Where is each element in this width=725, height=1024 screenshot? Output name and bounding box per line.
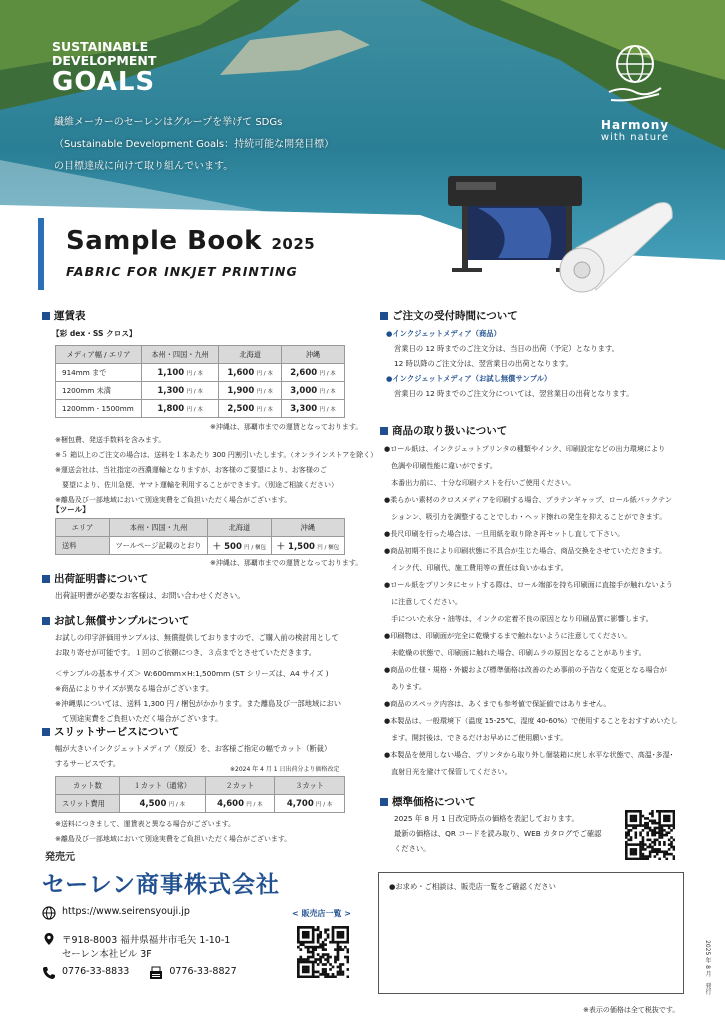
order-line: 営業日の 12 時までのご注文分については、翌営業日の出荷となります。 <box>394 389 634 398</box>
trial-body <box>55 630 341 726</box>
handling-line: 手についた水分・油等は、インクの定着不良の原因となり印刷品質に影響します。 <box>384 614 653 623</box>
shipping-sub-media: 【彩 dex・SS クロス】 <box>52 329 137 338</box>
std-price-line: ください。 <box>394 844 431 853</box>
dealer-contact-box <box>378 872 684 994</box>
harmony-logo <box>590 40 680 143</box>
tool-okinawa-note: ※沖縄は、那覇市までの運賃となっております。 <box>210 559 363 567</box>
handling-line: 色調や印刷性能に違いがでます。 <box>384 461 497 470</box>
handling-body <box>384 440 678 780</box>
handling-line: あります。 <box>384 682 426 691</box>
address-line2: セーレン本社ビル 3F <box>62 949 152 960</box>
price-unit: 円 / 梱包 <box>317 544 340 551</box>
sdg-line1: SUSTAINABLE <box>52 39 149 54</box>
handling-line: ●商品のスペック内容は、あくまでも参考値で保証値ではありません。 <box>384 699 611 708</box>
trial-line: ＜サンプルの基本サイズ＞ W:600mm×H:1,500mm (ST シリーズは、A4 サイズ ) <box>55 669 329 678</box>
sdg-line2: DEVELOPMENT <box>52 53 157 68</box>
heading-text: スリットサービスについて <box>54 726 180 738</box>
note-line: ※梱包費、発送手数料を含みます。 <box>55 436 166 444</box>
price-unit: 円 / 本 <box>319 370 336 377</box>
handling-line: ●ロール紙は、インクジェットプリンタの種類やインク、印刷設定などの出力環境により <box>384 444 666 453</box>
order-item-title: ●インクジェットメディア（商品） <box>386 329 501 338</box>
price-value: 3,000 <box>290 385 318 396</box>
trial-line: ※沖縄県については、送料 1,300 円 / 梱包がかかります。また離島及び一部地域におい <box>55 699 342 708</box>
price-unit: 円 / 本 <box>319 388 336 395</box>
price-cell <box>205 795 275 813</box>
row-label: スリット費用 <box>56 795 120 813</box>
slit-date-note: ※2024 年 4 月 1 日出荷分より価格改定 <box>230 766 340 773</box>
section-square <box>42 575 50 583</box>
shipcert-heading <box>42 571 148 586</box>
std-price-heading <box>380 794 476 809</box>
price-cell <box>120 795 206 813</box>
phone-row <box>42 966 237 980</box>
price-unit: 円 / 本 <box>186 388 203 395</box>
price-value: 4,600 <box>217 798 244 809</box>
handling-line: ●本製品を使用しない場合、プリンタから取り外し個装箱に戻し水平な状態で、高温･多湿･ <box>384 750 674 759</box>
hero-intro <box>54 112 334 178</box>
heading-text: お試し無償サンプルについて <box>54 615 190 627</box>
website-row <box>42 906 190 920</box>
sample-book-title <box>66 226 315 256</box>
price-unit: 円 / 本 <box>256 406 273 413</box>
trial-heading <box>42 613 189 628</box>
handling-line: 直射日光を避けて保管してください。 <box>384 767 512 776</box>
handling-line: に注意してください。 <box>384 597 463 606</box>
price-cell <box>282 382 345 400</box>
order-line: 12 時以降のご注文分は、翌営業日の出荷となります。 <box>394 359 573 368</box>
price-unit: 円 / 本 <box>256 388 273 395</box>
section-square <box>380 427 388 435</box>
dealer-list-qr-code[interactable] <box>297 926 349 978</box>
price-value: 1,800 <box>157 403 185 414</box>
price-value: 3,300 <box>290 403 318 414</box>
table-row <box>56 795 345 813</box>
col-header: エリア <box>56 519 110 537</box>
table-row <box>56 382 345 400</box>
price-cell <box>271 537 344 555</box>
price-unit: 円 / 梱包 <box>244 544 267 551</box>
section-square <box>42 728 50 736</box>
price-cell <box>219 400 282 418</box>
intro-line: の目標達成に向けて取り組んでいます。 <box>54 161 234 172</box>
price-unit: 円 / 本 <box>319 406 336 413</box>
row-label: 914mm まで <box>56 364 142 382</box>
table-row <box>56 364 345 382</box>
sdg-logo <box>52 40 156 96</box>
seller-label: 発売元 <box>45 852 75 863</box>
globe-hand-icon <box>605 40 665 110</box>
col-header: 沖縄 <box>271 519 344 537</box>
order-heading <box>380 308 518 323</box>
table-row <box>56 400 345 418</box>
fabric-roll-image <box>556 198 676 298</box>
tool-cell: ツールページ記載のとおり <box>110 537 208 555</box>
row-label: 1200mm - 1500mm <box>56 400 142 418</box>
note-line: ※５ 箱以上のご注文の場合は、送料を１本あたり 300 円割引いたします。（オンラインストアを除く） <box>55 451 378 459</box>
note-line: 要望により、佐川急便、ヤマト運輸を利用することができます。（別途ご相談ください） <box>55 481 338 489</box>
price-cell <box>282 364 345 382</box>
order-body <box>386 326 633 401</box>
col-header: 本州・四国・九州 <box>142 346 219 364</box>
shipcert-text: 出荷証明書が必要なお客様は、お問い合わせください。 <box>55 591 245 600</box>
price-unit: 円 / 本 <box>168 801 186 808</box>
section-square <box>380 312 388 320</box>
trial-line: お試しの印字評価用サンプルは、無償提供しておりますので、ご購入前の検討用として <box>55 633 339 642</box>
price-value: 4,500 <box>139 798 167 809</box>
handling-line: ます。開封後は、できるだけお早めにご使用願います。 <box>384 733 568 742</box>
col-header: 北海道 <box>208 519 272 537</box>
handling-line: ●商品初期不良により印刷状態に不具合が生じた場合、商品交換をさせていただきます。 <box>384 546 667 555</box>
price-value: ＋ 1,500 <box>276 541 315 552</box>
std-price-line: 2025 年 8 月 1 日改定時点の価格を表記しております。 <box>394 814 579 823</box>
row-label: 1200mm 未満 <box>56 382 142 400</box>
row-label: 送料 <box>56 537 110 555</box>
company-logo: セーレン商事株式会社 <box>42 872 281 898</box>
intro-line: 繊維メーカーのセーレンはグループを挙げて SDGs <box>54 117 283 128</box>
heading-text: 出荷証明書について <box>54 573 149 585</box>
table-header-row <box>56 519 345 537</box>
price-value: 1,100 <box>157 367 185 378</box>
location-pin-icon <box>42 932 56 946</box>
title-year: 2025 <box>271 235 316 253</box>
shipping-heading <box>42 308 86 323</box>
shipping-notes <box>55 433 377 508</box>
section-square <box>42 312 50 320</box>
price-cell <box>275 795 345 813</box>
note-line: ※送料につきまして、運賃表と異なる場合がございます。 <box>55 820 236 828</box>
handling-line: ションン、吸引力を調整することでしわ・ヘッド擦れの発生を抑えることができます。 <box>384 512 667 521</box>
handling-line: ●商品の仕様・規格・外観および標準価格は改善のため事前の予告なく変更となる場合が <box>384 665 667 674</box>
price-cell <box>219 364 282 382</box>
price-value: 2,600 <box>290 367 318 378</box>
issue-date: 2025 年 8 月 発行 <box>704 940 711 995</box>
title-block <box>38 218 418 290</box>
phone-number[interactable]: 0776-33-8833 <box>62 966 130 977</box>
shipping-table <box>55 345 345 418</box>
intro-line: （Sustainable Development Goals：持続可能な開発目標） <box>54 139 335 150</box>
price-value: 4,700 <box>286 798 314 809</box>
col-header: メディア幅 / エリア <box>56 346 142 364</box>
title-text: Sample Book <box>66 226 262 256</box>
handling-line: ●本製品は、一般環境下（温度 15-25℃、湿度 40-60%）で使用することをおすすめいたし <box>384 716 678 725</box>
price-value: 1,300 <box>157 385 185 396</box>
slit-line: 幅が大きいインクジェットメディア（原反）を、お客様ご指定の幅でカット（断裁） <box>55 744 332 753</box>
price-cell <box>142 364 219 382</box>
price-cell <box>208 537 272 555</box>
dealer-list-label[interactable]: < 販売店一覧 > <box>292 909 351 918</box>
price-cell <box>282 400 345 418</box>
order-line: 営業日の 12 時までのご注文分は、当日の出荷（予定）となります。 <box>394 344 619 353</box>
col-header: １カット（通常） <box>120 777 206 795</box>
handling-line: ●柔らかい素材のクロスメディアを印刷する場合、プラテンギャップ、ロール紙バックテン <box>384 495 672 504</box>
handling-line: 本番出力前に、十分な印刷テストを行いご使用ください。 <box>384 478 576 487</box>
slit-notes <box>55 817 291 847</box>
website-link[interactable]: https://www.seirensyouji.jp <box>62 906 190 917</box>
table-header-row <box>56 346 345 364</box>
col-header: 北海道 <box>219 346 282 364</box>
tool-table <box>55 518 345 555</box>
price-unit: 円 / 本 <box>246 801 263 808</box>
price-value: 1,600 <box>227 367 255 378</box>
heading-text: 運賃表 <box>54 310 86 322</box>
phone-icon <box>42 966 56 980</box>
heading-text: ご注文の受付時間について <box>392 310 518 322</box>
address-row <box>42 932 230 960</box>
col-header: カット数 <box>56 777 120 795</box>
col-header: ３カット <box>275 777 345 795</box>
note-line: ※離島及び一部地域において別途実費をご負担いただく場合がございます。 <box>55 496 292 504</box>
handling-line: 未乾燥の状態で、印刷面に触れた場合、印刷ムラの原因となることがあります。 <box>384 648 646 657</box>
price-cell <box>142 382 219 400</box>
handling-line: ●ロール紙をプリンタにセットする際は、ロール端部を持ち印刷面に直接手が触れないよう <box>384 580 673 589</box>
fax-number: 0776-33-8827 <box>169 966 237 977</box>
price-value: 2,500 <box>227 403 255 414</box>
price-value: 1,900 <box>227 385 255 396</box>
hero-banner <box>0 0 725 300</box>
trial-line: お取り寄せが可能です。１回のご依頼につき、３点までとさせていただきます。 <box>55 648 317 657</box>
web-catalog-qr-code[interactable] <box>625 810 675 860</box>
price-unit: 円 / 本 <box>186 406 203 413</box>
std-price-line: 最新の価格は、QR コードを読み取り、WEB カタログでご確認 <box>394 829 602 838</box>
price-cell <box>219 382 282 400</box>
table-row <box>56 537 345 555</box>
tax-note: ※表示の価格は全て税抜です。 <box>583 1006 680 1014</box>
trial-line: て別途実費をご負担いただく場合がございます。 <box>55 714 223 723</box>
price-unit: 円 / 本 <box>316 801 333 808</box>
note-line: ※運送会社は、当社指定の西濃運輸となりますが、お客様のご要望により、お客様のご <box>55 466 327 474</box>
handling-line: インク代、印刷代、施工費用等の責任は負いかねます。 <box>384 563 568 572</box>
section-square <box>380 798 388 806</box>
slit-line: するサービスです。 <box>55 759 121 768</box>
section-square <box>42 617 50 625</box>
handling-heading <box>380 423 507 438</box>
slit-table <box>55 776 345 813</box>
table-header-row <box>56 777 345 795</box>
std-price-body <box>394 811 601 856</box>
heading-text: 商品の取り扱いについて <box>392 425 508 437</box>
globe-icon <box>42 906 56 920</box>
title-accent-bar <box>38 218 44 290</box>
okinawa-note: ※沖縄は、那覇市までの運賃となっております。 <box>210 423 363 431</box>
heading-text: 標準価格について <box>392 796 476 808</box>
harmony-subtitle: with nature <box>600 132 670 143</box>
sdg-goals: GOALS <box>52 67 156 97</box>
contact-text: ●お求め・ご相談は、販売店一覧をご確認ください <box>389 882 556 891</box>
address-line1: 〒918-8003 福井県福井市毛矢 1-10-1 <box>62 935 231 946</box>
price-unit: 円 / 本 <box>186 370 203 377</box>
price-value: ＋ 500 <box>212 541 242 552</box>
slit-heading <box>42 724 179 739</box>
col-header: 沖縄 <box>282 346 345 364</box>
harmony-title: Harmony <box>600 118 670 132</box>
price-cell <box>142 400 219 418</box>
trial-line: ※商品によりサイズが異なる場合がございます。 <box>55 684 214 693</box>
order-item-title: ●インクジェットメディア（お試し無償サンプル） <box>386 374 552 383</box>
handling-line: ●印刷物は、印刷面が完全に乾燥するまで触れないように注意してください。 <box>384 631 632 640</box>
price-unit: 円 / 本 <box>256 370 273 377</box>
handling-line: ●長尺印刷を行った場合は、一旦用紙を取り除き再セットし直して下さい。 <box>384 529 625 538</box>
shipping-sub-tool: 【ツール】 <box>52 505 90 514</box>
fax-icon <box>149 966 163 980</box>
address-text <box>62 932 230 960</box>
col-header: 本州・四国・九州 <box>110 519 208 537</box>
title-subtitle: FABRIC FOR INKJET PRINTING <box>66 264 298 279</box>
note-line: ※離島及び一部地域において別途実費をご負担いただく場合がございます。 <box>55 835 292 843</box>
col-header: ２カット <box>205 777 275 795</box>
